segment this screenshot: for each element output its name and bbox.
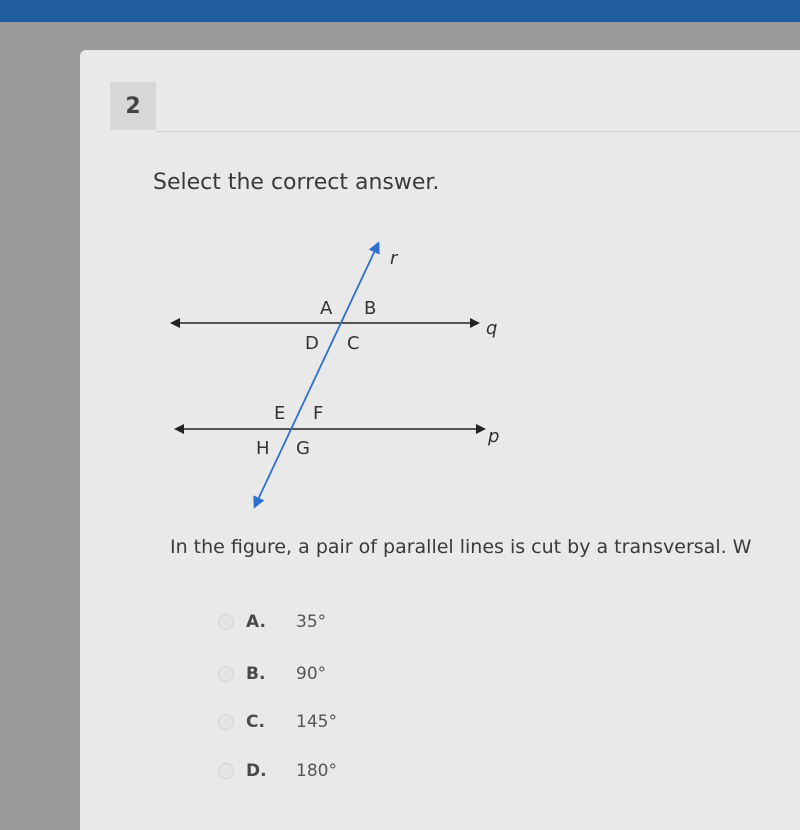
angle-label-c: C — [347, 333, 360, 354]
angle-label-g: G — [296, 438, 310, 459]
line-r-transversal — [255, 244, 378, 506]
option-b-letter: B. — [246, 664, 266, 684]
angle-label-h: H — [256, 438, 270, 459]
option-a[interactable] — [218, 608, 326, 636]
angle-label-a: A — [320, 298, 333, 319]
option-b-value: 90° — [296, 664, 327, 684]
angle-label-d: D — [305, 333, 319, 354]
question-number: 2 — [110, 82, 156, 130]
label-r: r — [390, 248, 398, 269]
option-a-value: 35° — [296, 612, 327, 632]
instruction-text: Select the correct answer. — [153, 170, 440, 195]
option-c-letter: C. — [246, 712, 265, 732]
header-divider — [156, 131, 800, 132]
radio-button-d[interactable] — [218, 763, 234, 779]
angle-label-b: B — [364, 298, 377, 319]
angle-label-e: E — [274, 403, 286, 424]
label-q: q — [486, 318, 498, 339]
option-d-value: 180° — [296, 761, 337, 781]
parallel-lines-figure — [150, 230, 550, 520]
option-d[interactable] — [218, 757, 337, 785]
angle-label-f: F — [313, 403, 324, 424]
question-text: In the figure, a pair of parallel lines is cut by a transversal. W — [170, 536, 752, 558]
option-d-letter: D. — [246, 761, 267, 781]
option-a-letter: A. — [246, 612, 266, 632]
label-p: p — [488, 426, 500, 447]
radio-button-a[interactable] — [218, 614, 234, 630]
option-b[interactable] — [218, 660, 326, 688]
radio-button-b[interactable] — [218, 666, 234, 682]
option-c-value: 145° — [296, 712, 337, 732]
option-c[interactable] — [218, 708, 337, 736]
browser-top-bar — [0, 0, 800, 22]
radio-button-c[interactable] — [218, 714, 234, 730]
